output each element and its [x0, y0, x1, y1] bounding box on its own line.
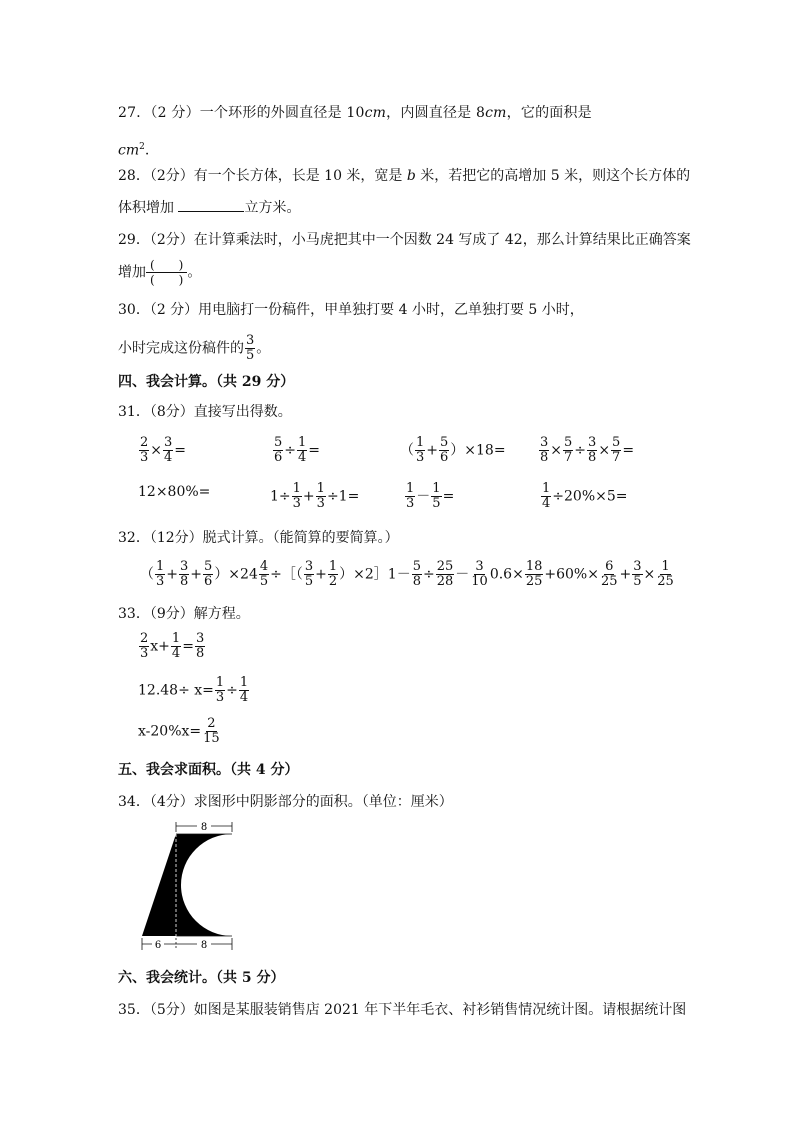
q27-unit-b: cm	[485, 105, 507, 121]
q33-equation-2: 12.48÷ x= $\frac{1}{3}$ ÷ $\frac{1}{4}$	[138, 675, 249, 705]
q31-r2c4: $\frac{1}{4}$ ÷20%×5=	[542, 481, 628, 511]
q27-answer-unit: cm	[118, 142, 140, 159]
q30-frac-den: 5	[246, 348, 255, 363]
q29-text-b: 增加	[118, 264, 146, 281]
dim-label-bottom-left: 6	[154, 940, 162, 951]
q29-blank-denominator: ( )	[150, 273, 184, 287]
q31-r2c1: 12×80%=	[138, 484, 211, 500]
q30-frac-num: 3	[246, 333, 255, 348]
q29-blank-numerator: ( )	[146, 258, 187, 273]
question-32-title: 32．（12分）脱式计算。（能简算的要简算。）	[118, 530, 399, 546]
q28-answer-blank[interactable]	[178, 197, 244, 212]
q31-r1c1: $\frac{2}{3}$ × $\frac{3}{4}$ =	[140, 435, 187, 465]
q31-r1c2: $\frac{5}{6}$ ÷ $\frac{1}{4}$ =	[274, 435, 321, 465]
question-33-title: 33．（9分）解方程。	[118, 606, 250, 622]
question-31-title: 31．（8分）直接写出得数。	[118, 404, 292, 420]
q29-fraction-blank[interactable]	[146, 258, 187, 287]
q31-r2c2: 1÷ $\frac{1}{3}$ + $\frac{1}{3}$ ÷1=	[270, 481, 360, 511]
q31-r2c3: $\frac{1}{3}$ － $\frac{1}{5}$ =	[406, 481, 455, 511]
question-30-line1	[118, 300, 584, 320]
q32-expressions: （ $\frac{1}{3}$ + $\frac{3}{8}$ + $\frac{5}{6}$ ）×24 $\frac{4}{5}$ ÷［（ $\frac{3}{5}$ + $\frac{1}{2}$ ）×2］1－ $\frac{5}{8}$ ÷ $\frac{25}{28}$ － $\frac{3}{10}$ 0.6× $\frac{18}{25}$ +60%× $\frac{6}{25}$ + $\frac{3}{5}$ × $\frac{1}{25}$	[140, 559, 674, 589]
q30-end: 。	[256, 340, 271, 357]
question-29-line2	[118, 258, 201, 287]
q27-unit-sup: 2	[139, 142, 145, 152]
section-5-heading: 五、我会求面积。（共 4 分）	[118, 762, 299, 778]
dim-label-top: 8	[200, 822, 208, 833]
q28-var-b: b	[406, 168, 416, 184]
q27-text-b: ，内圆直径是 8	[386, 105, 486, 121]
q34-figure	[134, 820, 244, 952]
q28-text-c: 体积增加	[118, 200, 174, 216]
q33-equation-3: x-20%x= $\frac{2}{15}$	[138, 716, 220, 746]
shaded-crescent-region	[176, 834, 232, 936]
q29-end: 。	[187, 264, 202, 281]
dim-label-bottom-right: 8	[200, 940, 208, 951]
question-28-line2	[118, 197, 300, 218]
question-29-line1	[118, 230, 691, 250]
section-6-heading: 六、我会统计。（共 5 分）	[118, 970, 285, 986]
q27-text-a: 27．（2 分）一个环形的外圆直径是 10	[118, 105, 365, 121]
question-34-title: 34．（4分）求图形中阴影部分的面积。（单位：厘米）	[118, 794, 453, 810]
q30-text-b: 小时完成这份稿件的	[118, 340, 244, 357]
q30-text: 30．（2 分）用电脑打一份稿件，甲单独打要 4 小时，乙单独打要 5 小时，	[118, 302, 584, 318]
question-28-line1	[118, 166, 690, 186]
q33-equation-1: $\frac{2}{3}$ x+ $\frac{1}{4}$ = $\frac{3}{8}$	[140, 631, 205, 661]
q27-text-c: ，它的面积是	[506, 105, 592, 121]
q28-text-b: 米，若把它的高增加 5 米，则这个长方体的	[415, 168, 691, 184]
q27-unit-a: cm	[364, 105, 387, 121]
q30-fraction	[245, 334, 255, 363]
question-30-line2	[118, 334, 270, 363]
q29-text: 29．（2分）在计算乘法时，小马虎把其中一个因数 24 写成了 42，那么计算结果比正确答案	[118, 232, 691, 248]
question-35-line1: 35．（5分）如图是某服装销售店 2021 年下半年毛衣、衬衫销售情况统计图。请根据统计图	[118, 1002, 687, 1018]
q31-r1c4: $\frac{3}{8}$ × $\frac{5}{7}$ ÷ $\frac{3}{8}$ × $\frac{5}{7}$ =	[540, 435, 635, 465]
shaded-triangle	[142, 834, 176, 936]
q28-unit: 立方米。	[244, 200, 301, 216]
question-27-line2	[118, 137, 149, 161]
question-27-line1	[118, 103, 592, 123]
q31-r1c3: （ $\frac{1}{3}$ + $\frac{5}{6}$ ）×18=	[400, 435, 506, 465]
q27-end: .	[144, 142, 150, 159]
section-4-heading: 四、我会计算。（共 29 分）	[118, 374, 295, 390]
q28-text-a: 28．（2分）有一个长方体，长是 10 米，宽是	[118, 168, 407, 184]
